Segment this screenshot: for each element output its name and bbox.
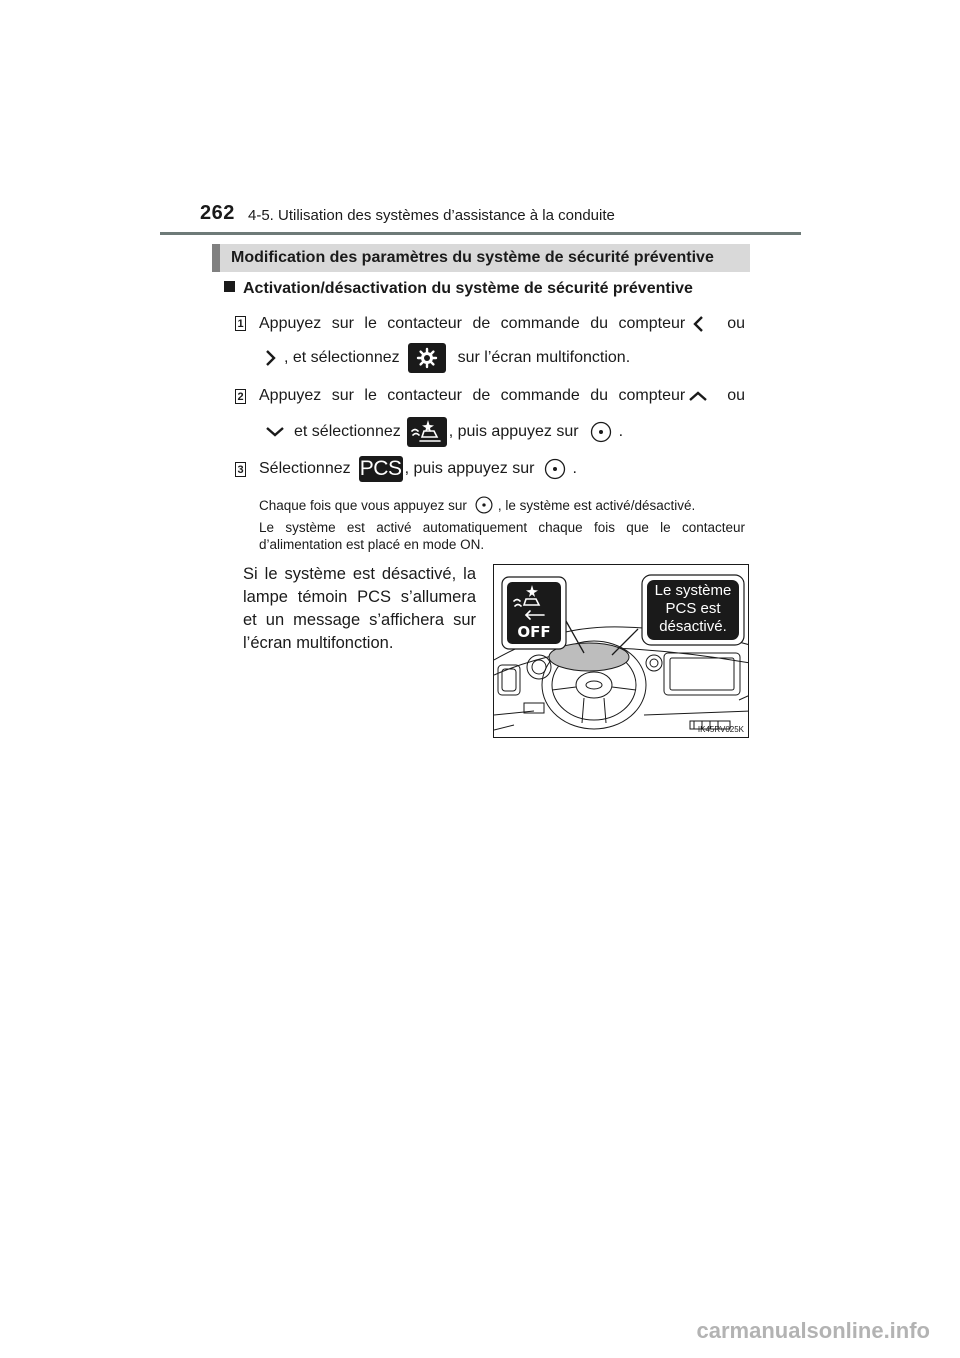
step-2-line-2 <box>264 417 623 447</box>
gear-settings-icon <box>408 343 446 373</box>
chevron-up-icon <box>687 389 709 403</box>
page-number: 262 <box>200 202 235 224</box>
step-2-end-text: . <box>618 423 624 440</box>
step-2-or: ou <box>727 387 745 404</box>
message-line-2: PCS est <box>665 600 721 617</box>
step-3-end-text: . <box>572 460 577 477</box>
step-1-line-2 <box>264 343 630 373</box>
figure-code: IK45RV025K <box>697 725 744 734</box>
step-number-3: 3 <box>235 462 246 477</box>
chevron-left-icon <box>691 314 707 334</box>
step-2-mid-text: , puis appuyez sur <box>448 423 579 440</box>
chevron-down-icon <box>264 425 286 439</box>
pcs-message-display <box>647 582 739 636</box>
step-1-text: Appuyez sur le contacteur de commande du compteur <box>259 315 686 332</box>
step-1-select-text: , et sélectionnez <box>284 349 400 366</box>
note-2-line-2: d’alimentation est placé en mode ON. <box>259 537 485 552</box>
message-line-1: Le système <box>654 582 732 599</box>
body-paragraph: Si le système est désactivé, la lampe témoin PCS s’allumera et un message s’affichera sur l’écran multifonction. <box>243 565 476 652</box>
step-2-line-1 <box>259 387 745 405</box>
watermark: carmanualsonline.info <box>696 1318 930 1343</box>
step-number-2: 2 <box>235 389 246 404</box>
note-1 <box>259 495 695 515</box>
step-3-line-1 <box>259 456 577 482</box>
note-2-line-1: Le système est activé automatiquement chaque fois que le contacteur <box>259 520 745 535</box>
step-1-end-text: sur l’écran multifonction. <box>457 349 631 366</box>
step-2-text: Appuyez sur le contacteur de commande du compteur <box>259 387 686 404</box>
chevron-right-icon <box>264 347 278 369</box>
section-banner: Modification des paramètres du système de sécurité préventive <box>212 244 750 272</box>
note-1-text-a: Chaque fois que vous appuyez sur <box>259 497 467 513</box>
ok-button-icon <box>589 420 613 444</box>
sub-heading <box>224 280 693 298</box>
step-1-line-1 <box>259 314 745 334</box>
sub-heading-text: Activation/désactivation du système de sécurité préventive <box>243 280 693 297</box>
pcs-car-icon <box>407 417 447 447</box>
pcs-off-indicator-text: OFF <box>517 623 551 641</box>
header-divider <box>160 232 801 235</box>
dashboard-illustration <box>493 564 749 738</box>
step-number-1: 1 <box>235 316 246 331</box>
ok-button-icon <box>474 495 494 515</box>
step-1-or: ou <box>727 315 745 332</box>
step-2-select-text: et sélectionnez <box>294 423 401 440</box>
step-3-mid-text: , puis appuyez sur <box>404 460 535 477</box>
pcs-badge-icon: PCS <box>359 457 402 480</box>
note-1-text-b: , le système est activé/désactivé. <box>497 497 696 513</box>
bullet-square-icon <box>224 281 235 292</box>
message-line-3: désactivé. <box>659 618 727 635</box>
step-3-text: Sélectionnez <box>259 460 351 477</box>
section-title: 4-5. Utilisation des systèmes d’assistance à la conduite <box>248 207 615 224</box>
ok-button-icon <box>543 457 567 481</box>
